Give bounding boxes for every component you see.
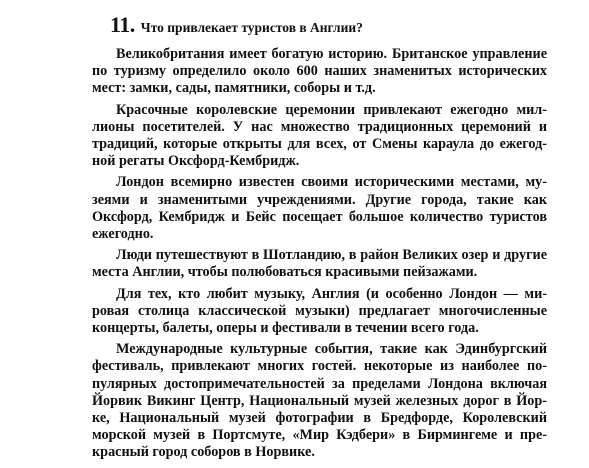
paragraph-events: Международные культурные события, такие как Эдинбургский фестиваль, привлекают многих гостей. некоторые из наиболее популярных достопримечательностей за пределами Лондона включая Йорвик Викинг Центр, Национальный музей железных дорог в Йорке, Национальный музей фотографии в Бредфорде, Королевский морской музей в Портсмуте, «Мир Кэдбери» в Бирмингеме и прекрасный город соборов в Норвике.	[92, 341, 547, 461]
section-heading	[110, 12, 547, 38]
section-title: Что привлекает туристов в Англии?	[140, 20, 363, 35]
paragraph-ceremonies: Красочные королевские церемонии привлекают ежегодно миллионы посетителей. У нас множество традиционных церемоний и традиций, которые открыты для всех, от Смены караула до ежегодной регаты Оксфорд-Кембридж.	[92, 101, 547, 170]
section-number: 11.	[110, 12, 135, 37]
paragraph-london: Лондон всемирно известен своими историческими местами, музеями и знаменитыми учреждениями. Другие города, такие как Оксфорд, Кембридж и Бейс посещает большое количество туристов ежегодно.	[92, 174, 547, 243]
paragraph-scotland: Люди путешествуют в Шотландию, в район Великих озер и другие места Англии, чтобы полюбоваться красивыми пейзажами.	[92, 247, 547, 281]
paragraph-history: Великобритания имеет богатую историю. Британское управление по туризму определило около 600 наших знаменитых исторических мест: замки, сады, памятники, соборы и т.д.	[92, 46, 547, 97]
paragraph-music: Для тех, кто любит музыку, Англия (и особенно Лондон — мировая столица классической музыки) предлагает многочисленные концерты, балеты, оперы и фестивали в течении всего года.	[92, 285, 547, 337]
document-page	[92, 12, 547, 466]
